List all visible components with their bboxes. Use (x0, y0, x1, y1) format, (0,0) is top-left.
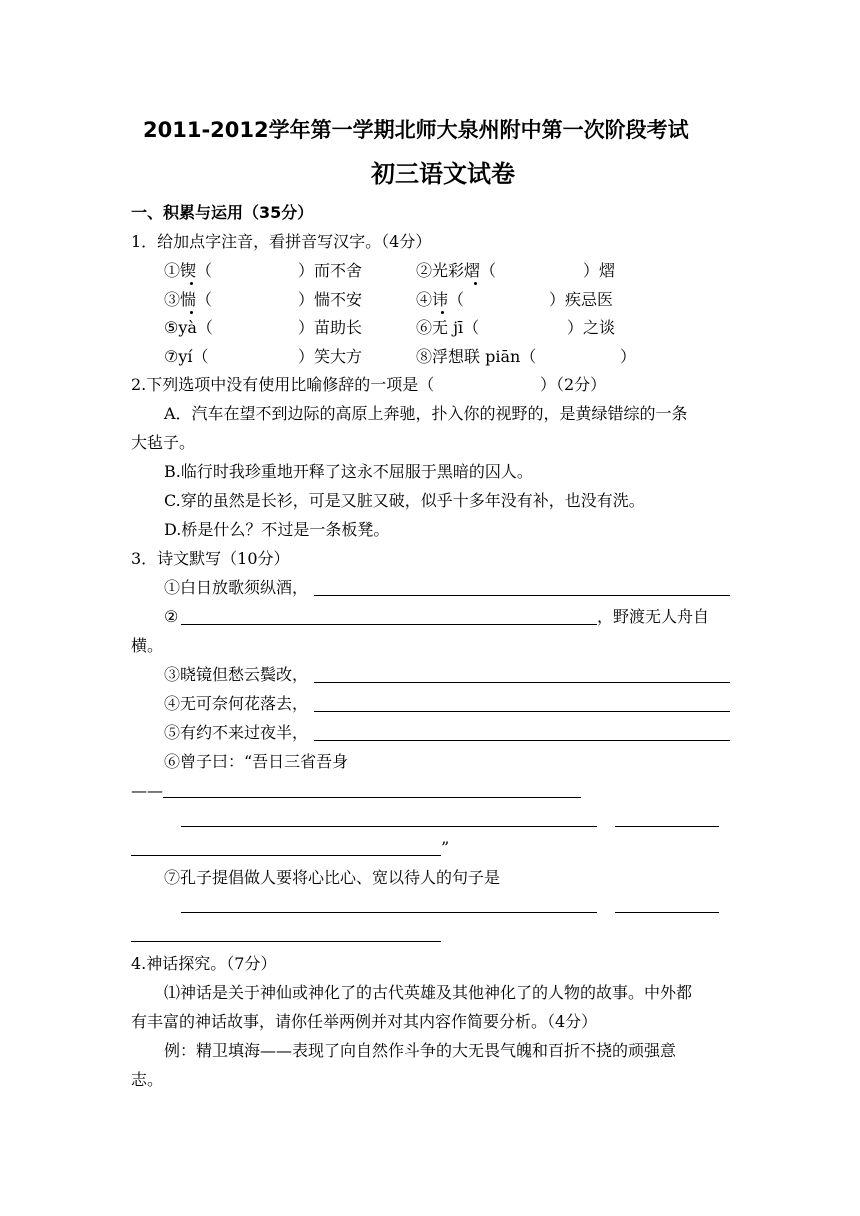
q1-item-4-post: ）疾忌医 (549, 290, 614, 309)
q2-option-d: D.桥是什么？不过是一条板凳。 (164, 520, 390, 539)
q2-option-a: A．汽车在望不到边际的高原上奔驰，扑入你的视野的，是黄绿错综的一条 (164, 404, 688, 423)
question-3-stem: 3．诗文默写（10分） (131, 549, 290, 568)
q1-item-3-pre: ③惴（ (164, 290, 213, 309)
q3-line-6-dash: —— (131, 781, 163, 800)
q3-line-6-end: ” (441, 838, 450, 857)
paper-subtitle: 初三语文试卷 (371, 160, 515, 188)
q1-item-3-post: ）惴不安 (298, 290, 363, 309)
answer-blank[interactable] (314, 595, 730, 596)
exam-title: 2011-2012学年第一学期北师大泉州附中第一次阶段考试 (143, 118, 689, 142)
q2-option-a-cont: 大毡子。 (131, 433, 196, 452)
q1-item-5-post: ）苗助长 (298, 318, 363, 337)
q1-item-2-pre: ②光彩熠（ (416, 261, 497, 280)
answer-blank[interactable] (131, 941, 441, 942)
q1-item-1-pre: ①锲（ (164, 261, 213, 280)
question-4-stem: 4.神话探究。（7分） (131, 954, 277, 973)
q3-line-2-post: ，野渡无人舟自 (597, 607, 710, 626)
q1-item-7-pre: ⑦yí（ (164, 347, 209, 366)
answer-blank[interactable] (314, 682, 730, 683)
answer-blank[interactable] (181, 826, 597, 827)
q4-part-1: ⑴神话是关于神仙或神化了的古代英雄及其他神化了的人物的故事。中外都 (164, 983, 693, 1002)
q4-example: 例：精卫填海——表现了向自然作斗争的大无畏气魄和百折不挠的顽强意 (164, 1041, 677, 1060)
answer-blank[interactable] (314, 740, 730, 741)
q3-line-3: ③晓镜但愁云鬓改， (164, 665, 309, 684)
question-1-stem: 1．给加点字注音，看拼音写汉字。（4分） (131, 232, 432, 251)
q1-item-6-pre: ⑥无 jī（ (416, 318, 480, 337)
emphasis-dot (190, 282, 193, 285)
q1-item-6-post: ）之谈 (567, 318, 616, 337)
answer-blank[interactable] (615, 912, 719, 913)
answer-blank[interactable] (615, 826, 719, 827)
q3-line-5: ⑤有约不来过夜半， (164, 723, 309, 742)
answer-blank[interactable] (181, 624, 597, 625)
q4-part-1-cont: 有丰富的神话故事，请你任举两例并对其内容作简要分析。（4分） (131, 1012, 598, 1031)
q3-line-4: ④无可奈何花落去， (164, 694, 309, 713)
q3-line-6: ⑥曾子曰：“吾日三省吾身 (164, 752, 349, 771)
q2-option-b: B.临行时我珍重地开释了这永不屈服于黑暗的囚人。 (164, 462, 533, 481)
answer-blank[interactable] (131, 855, 441, 856)
q1-item-2-post: ）熠 (583, 261, 616, 280)
q3-line-1: ①白日放歌须纵酒， (164, 578, 309, 597)
q1-item-8-post: ） (620, 347, 637, 366)
answer-blank[interactable] (181, 912, 597, 913)
q1-item-4-pre: ④讳（ (416, 290, 465, 309)
q3-line-2-cont: 横。 (131, 636, 164, 655)
answer-blank[interactable] (314, 711, 730, 712)
q1-item-1-post: ）而不舍 (298, 261, 363, 280)
q1-item-8-pre: ⑧浮想联 piān（ (416, 347, 537, 366)
q1-item-7-post: ）笑大方 (298, 347, 363, 366)
question-2-stem-pre: 2.下列选项中没有使用比喻修辞的一项是（ (131, 375, 435, 394)
question-2-stem-post: ）（2分） (540, 375, 607, 394)
q2-option-c: C.穿的虽然是长衫，可是又脏又破，似乎十多年没有补，也没有洗。 (164, 491, 645, 510)
answer-blank[interactable] (163, 797, 581, 798)
q4-example-cont: 志。 (131, 1070, 164, 1089)
emphasis-dot (474, 282, 477, 285)
q1-item-5-pre: ⑤yà（ (164, 318, 213, 337)
section-heading: 一、积累与运用（35分） (131, 203, 314, 222)
emphasis-dot (441, 311, 444, 314)
emphasis-dot (190, 311, 193, 314)
q3-line-7: ⑦孔子提倡做人要将心比心、宽以待人的句子是 (164, 868, 501, 887)
q3-line-2-pre: ② (164, 607, 179, 626)
